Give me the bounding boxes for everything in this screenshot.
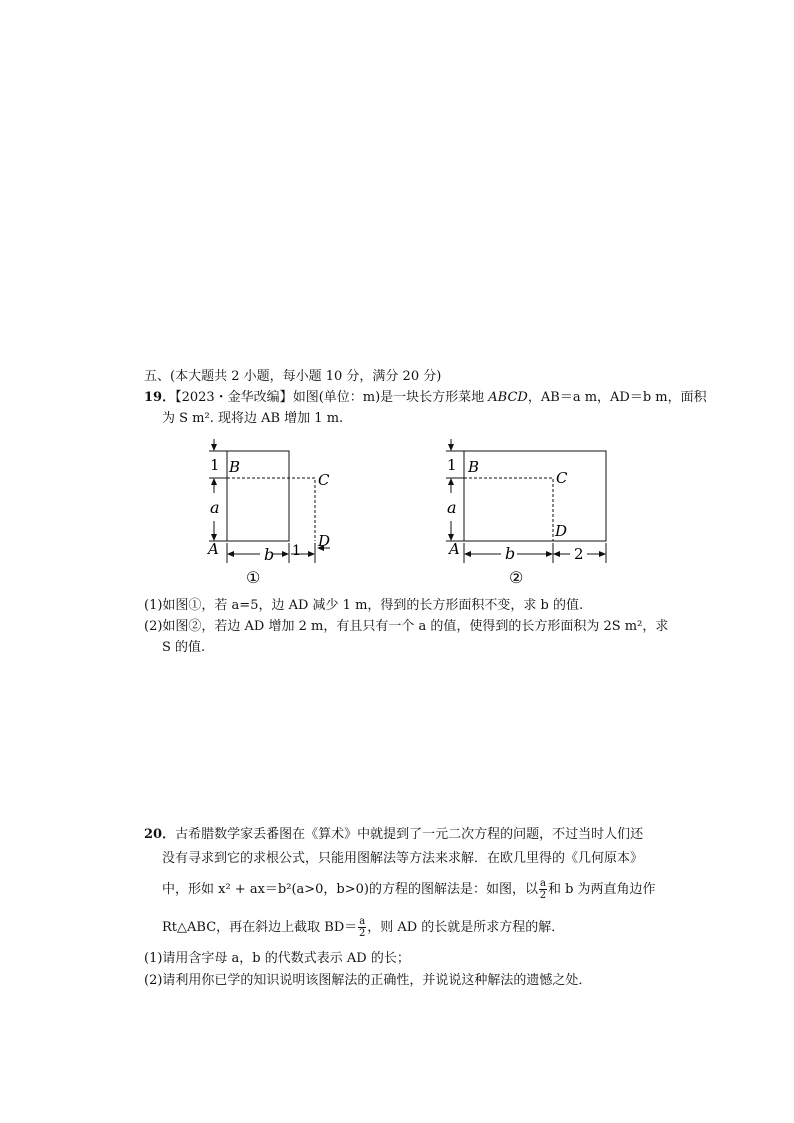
q19-source: 【2023・金华改编】 [175, 390, 293, 405]
q19-stem-line1 [144, 389, 707, 407]
q20-line3 [162, 878, 656, 901]
fig2-label-A: A [449, 540, 460, 558]
q20-line3-b: 和 b 为两直角边作 [547, 882, 656, 897]
q20-number: 20． [144, 827, 176, 842]
frac-den: 2 [539, 890, 547, 901]
q20-line1-text: 古希腊数学家丢番图在《算术》中就提到了一元二次方程的问题，不过当时人们还 [175, 827, 644, 842]
q20-line4-a: Rt△ABC，再在斜边上截取 BD＝ [162, 920, 358, 935]
q20-line4 [162, 916, 564, 939]
q20-part2: (2)请利用你已学的知识说明该图解法的正确性，并说说这种解法的遗憾之处． [144, 973, 592, 988]
fig1-rect-orig-dashed [227, 478, 315, 541]
frac-num-2: a [359, 916, 366, 927]
q20-part1: (1)请用含字母 a，b 的代数式表示 AD 的长； [144, 951, 410, 966]
fig2-label-b: b [505, 544, 516, 563]
q19-part1: (1)如图①，若 a=5，边 AD 减少 1 m，得到的长方形面积不变，求 b 的值. [144, 598, 584, 613]
q20-fraction-a-over-2 [539, 878, 547, 901]
section-heading: 五、(本大题共 2 小题，每小题 10 分，满分 20 分) [144, 369, 442, 384]
fig2-rect-new [464, 451, 606, 541]
fig2-label-1: 1 [447, 456, 457, 474]
fig2-rect-orig-dashed [464, 478, 553, 541]
q19-ab-eq: AB＝a m， [540, 390, 611, 405]
q19-ad-eq: AD＝b m，面积 [610, 390, 707, 405]
q19-stem-line2: 为 S m². 现将边 AB 增加 1 m. [162, 411, 344, 426]
q19-figure-2 [437, 433, 617, 588]
fig1-label-A: A [208, 540, 219, 558]
q20-line3-a: 中，形如 x² + ax＝b²(a>0，b>0)的方程的图解法是：如图，以 [162, 882, 538, 897]
q20-line4-b: ，则 AD 的长就是所求方程的解． [367, 920, 565, 935]
frac-num: a [540, 878, 546, 889]
fig1-label-D: D [318, 532, 331, 550]
fig1-label-1: 1 [210, 456, 220, 474]
frac-den-2: 2 [359, 928, 366, 939]
q19-stem-text: 如图(单位：m)是一块长方形菜地 [292, 390, 489, 405]
fig1-label-b: b [264, 545, 275, 564]
fig1-label-C: C [318, 471, 330, 489]
fig2-label-D: D [555, 522, 568, 540]
q20-fraction-bd [358, 916, 366, 939]
q19-part2-line1: (2)如图②，若边 AD 增加 2 m，有且只有一个 a 的值，使得到的长方形面积为 2S m²，求 [144, 619, 669, 634]
fig2-label-B: B [468, 458, 480, 476]
q19-comma: ， [527, 390, 541, 405]
q20-line2: 没有寻求到它的求根公式，只能用图解法等方法来求解．在欧几里得的《几何原本》 [162, 851, 644, 866]
fig1-caption: ① [246, 568, 261, 587]
fig2-label-a: a [447, 498, 457, 517]
fig2-caption: ② [509, 568, 524, 587]
q19-part2-line2: S 的值. [162, 640, 206, 655]
q20-line1 [144, 826, 643, 844]
q19-figure-1 [200, 433, 340, 588]
q19-number: 19． [144, 390, 176, 405]
fig2-label-bottom-2: 2 [574, 545, 584, 563]
fig1-label-bottom-1: 1 [292, 543, 301, 559]
fig2-label-C: C [556, 469, 568, 487]
fig1-label-B: B [229, 458, 241, 476]
fig1-label-a: a [210, 498, 220, 517]
q19-rect-name: ABCD [488, 390, 528, 405]
